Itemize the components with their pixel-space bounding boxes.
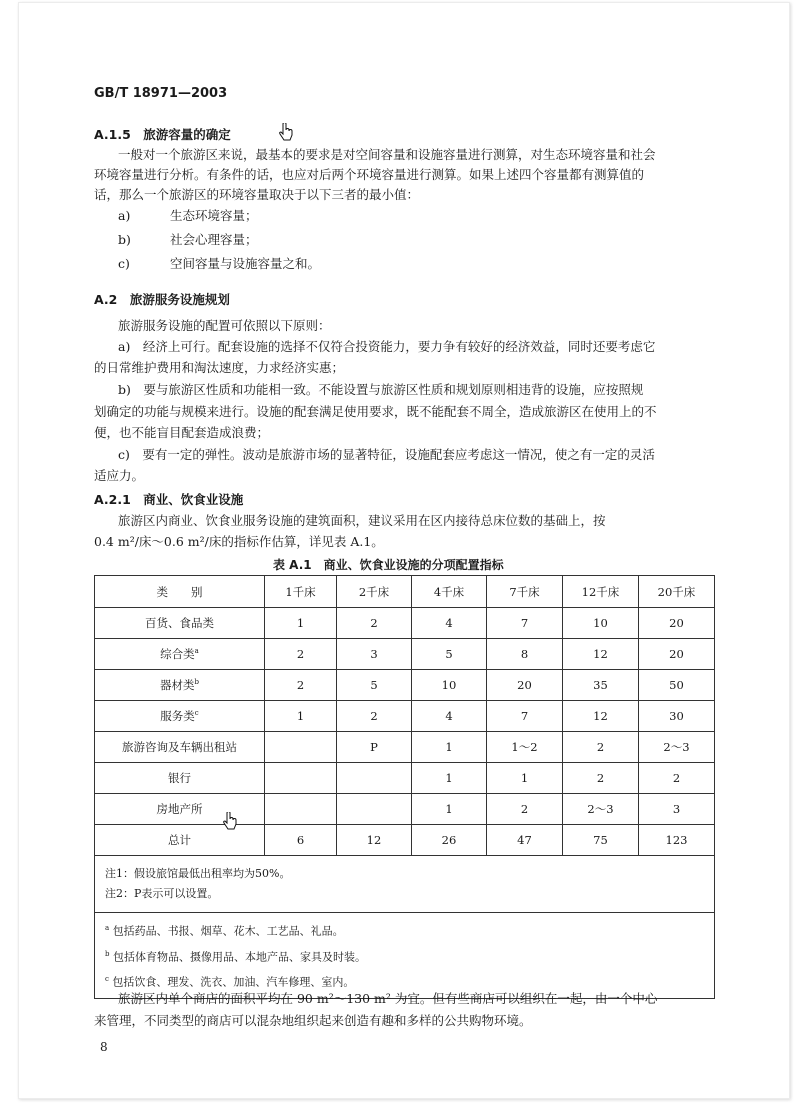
row-label: 综合类$^a$ [95, 639, 265, 670]
paragraph-line: 话，那么一个旅游区的环境容量取决于以下三者的最小值： [94, 187, 420, 202]
table-cell: 2 [563, 763, 639, 794]
paragraph-line: 旅游区内单个商店的面积平均在 90 m²～130 m² 为宜。但有些商店可以组织在一起，由一个中心 [118, 991, 658, 1006]
paragraph-line: 适应力。 [94, 468, 145, 483]
table-cell: 6 [265, 825, 337, 856]
table-note: 注2：P表示可以设置。 [105, 887, 219, 900]
table-cell: 2 [487, 794, 563, 825]
page-number: 8 [100, 1040, 108, 1054]
row-label: 银行 [95, 763, 265, 794]
list-item: a) 生态环境容量； [118, 208, 258, 223]
table-cell: 10 [412, 670, 487, 701]
section-heading-a2: A.2 旅游服务设施规划 [94, 292, 230, 307]
paragraph-line: 一般对一个旅游区来说，最基本的要求是对空间容量和设施容量进行测算，对生态环境容量和社会 [118, 147, 656, 162]
table-cell: 1 [412, 763, 487, 794]
table-total-row [95, 825, 715, 856]
table-notes [95, 856, 715, 913]
paragraph-line: 0.4 m²/床～0.6 m²/床的指标作估算，详见表 A.1。 [94, 534, 384, 549]
row-label: 房地产所 [95, 794, 265, 825]
table-cell: 5 [412, 639, 487, 670]
table-cell: 2 [639, 763, 715, 794]
table-cell: 3 [337, 639, 412, 670]
table-cell: 20 [487, 670, 563, 701]
column-header: 类 别 [95, 576, 265, 608]
list-item: b) 社会心理容量； [118, 232, 258, 247]
table-footnote: $^c$ 包括饮食、理发、洗衣、加油、汽车修理、室内。 [105, 975, 355, 989]
facility-table [94, 575, 715, 999]
table-footnotes-row [95, 913, 715, 999]
table-cell: 12 [337, 825, 412, 856]
table-cell: 2 [265, 670, 337, 701]
row-label: 百货、食品类 [95, 608, 265, 639]
table-row [95, 701, 715, 732]
table-cell: 1 [265, 608, 337, 639]
table-cell: 2 [337, 701, 412, 732]
table-cell: 75 [563, 825, 639, 856]
column-header: 20千床 [639, 576, 715, 608]
section-heading-a15: A.1.5 旅游容量的确定 [94, 127, 231, 142]
hand-cursor-icon [222, 812, 238, 832]
table-cell: 12 [563, 639, 639, 670]
table-cell: 35 [563, 670, 639, 701]
paragraph-line: a) 经济上可行。配套设施的选择不仅符合投资能力，要力争有较好的经济效益，同时还要考虑它 [118, 339, 656, 354]
standard-number: GB/T 18971—2003 [94, 86, 228, 101]
table-notes-row [95, 856, 715, 913]
table-cell: 4 [412, 701, 487, 732]
row-label: 器材类$^b$ [95, 670, 265, 701]
table-cell: 26 [412, 825, 487, 856]
paragraph-line: 便，也不能盲目配套造成浪费； [94, 425, 270, 440]
column-header: 1千床 [265, 576, 337, 608]
column-header: 4千床 [412, 576, 487, 608]
table-caption: 表 A.1 商业、饮食业设施的分项配置指标 [273, 558, 504, 572]
table-row [95, 794, 715, 825]
table-note: 注1：假设旅馆最低出租率均为50%。 [105, 867, 291, 880]
paragraph-line: 旅游服务设施的配置可依照以下原则： [118, 318, 331, 333]
column-header: 12千床 [563, 576, 639, 608]
table-cell: 30 [639, 701, 715, 732]
row-label: 总计 [95, 825, 265, 856]
table-row [95, 763, 715, 794]
column-header: 7千床 [487, 576, 563, 608]
table-cell: 1 [487, 763, 563, 794]
table-cell: 1 [412, 732, 487, 763]
table-footnotes [95, 913, 715, 999]
paragraph-line: c) 要有一定的弹性。波动是旅游市场的显著特征，设施配套应考虑这一情况，使之有一定的灵活 [118, 447, 655, 462]
row-label: 服务类$^c$ [95, 701, 265, 732]
table-cell [265, 732, 337, 763]
table-cell: 2 [265, 639, 337, 670]
table-row [95, 639, 715, 670]
table-cell: 12 [563, 701, 639, 732]
list-item: c) 空间容量与设施容量之和。 [118, 256, 321, 271]
column-header: 2千床 [337, 576, 412, 608]
table-cell: 123 [639, 825, 715, 856]
table-cell: P [337, 732, 412, 763]
table-cell: 7 [487, 608, 563, 639]
table-cell [265, 763, 337, 794]
table-cell: 10 [563, 608, 639, 639]
table-cell: 3 [639, 794, 715, 825]
table-cell [337, 763, 412, 794]
table-cell [265, 794, 337, 825]
table-row [95, 608, 715, 639]
table-cell: 50 [639, 670, 715, 701]
table-cell: 2 [563, 732, 639, 763]
table-cell: 4 [412, 608, 487, 639]
table-cell: 2～3 [563, 794, 639, 825]
paragraph-line: 旅游区内商业、饮食业服务设施的建筑面积，建议采用在区内接待总床位数的基础上，按 [118, 513, 606, 528]
hand-cursor-icon [278, 123, 294, 143]
table-footnote: $^b$ 包括体育物品、摄像用品、本地产品、家具及时装。 [105, 949, 366, 964]
section-heading-a21: A.2.1 商业、饮食业设施 [94, 492, 244, 507]
table-cell: 20 [639, 608, 715, 639]
table-cell: 2 [337, 608, 412, 639]
table-row [95, 732, 715, 763]
table-cell: 8 [487, 639, 563, 670]
table-cell: 5 [337, 670, 412, 701]
table-cell: 1 [265, 701, 337, 732]
table-row [95, 670, 715, 701]
table-header-row [95, 576, 715, 608]
paragraph-line: b) 要与旅游区性质和功能相一致。不能设置与旅游区性质和规划原则相违背的设施，应按照规 [118, 382, 644, 397]
paragraph-line: 划确定的功能与规模来进行。设施的配套满足使用要求，既不能配套不周全，造成旅游区在使用上的不 [94, 404, 657, 419]
table-cell [337, 794, 412, 825]
table-cell: 1～2 [487, 732, 563, 763]
table-cell: 2～3 [639, 732, 715, 763]
table-footnote: $^a$ 包括药品、书报、烟草、花木、工艺品、礼品。 [105, 924, 344, 938]
paragraph-line: 来管理，不同类型的商店可以混杂地组织起来创造有趣和多样的公共购物环境。 [94, 1013, 532, 1028]
table-cell: 47 [487, 825, 563, 856]
table-cell: 20 [639, 639, 715, 670]
paragraph-line: 的日常维护费用和淘汰速度，力求经济实惠； [94, 360, 345, 375]
row-label: 旅游咨询及车辆出租站 [95, 732, 265, 763]
table-cell: 1 [412, 794, 487, 825]
table-cell: 7 [487, 701, 563, 732]
paragraph-line: 环境容量进行分析。有条件的话，也应对后两个环境容量进行测算。如果上述四个容量都有测算值的 [94, 167, 645, 182]
